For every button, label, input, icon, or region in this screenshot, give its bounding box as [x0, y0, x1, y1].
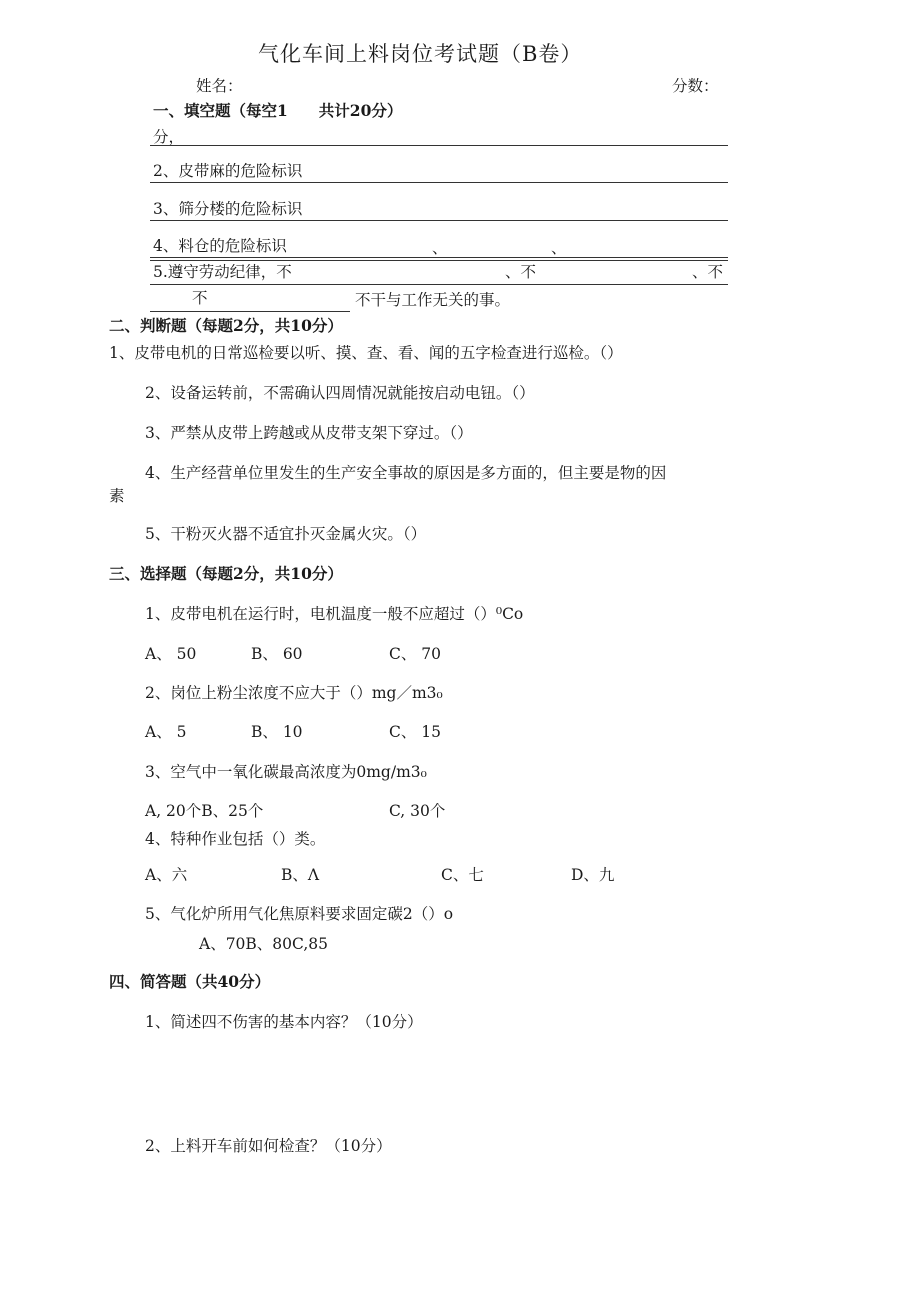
- short-question-1: 1、简述四不伤害的基本内容？（10分）: [145, 1013, 423, 1031]
- choice-option: B、 10: [251, 723, 303, 741]
- fill-question-5-part-e: 不干与工作无关的事。: [355, 291, 511, 309]
- choice-option: B、 60: [251, 645, 303, 663]
- answer-line: [150, 284, 728, 285]
- judge-question-4-continuation: 素: [109, 487, 125, 505]
- short-question-2: 2、上料开车前如何检查？（10分）: [145, 1137, 392, 1155]
- choice-question-3: 3、空气中一氧化碳最高浓度为0mg/m3₀: [145, 763, 427, 781]
- fill-q1-continuation: 分，: [153, 128, 185, 146]
- choice-question-5: 5、气化炉所用气化焦原料要求固定碳2（）o: [145, 905, 454, 923]
- document-title: 气化车间上料岗位考试题（B卷）: [258, 42, 583, 66]
- choice-option: C, 30个: [389, 802, 446, 820]
- choice-option: A、六: [145, 866, 188, 884]
- answer-line: [150, 220, 728, 221]
- fill-question-5-part-d: 不: [192, 289, 208, 307]
- choice-section-heading: 三、选择题（每题2分，共10分）: [109, 564, 343, 583]
- name-label: 姓名：: [196, 77, 243, 95]
- fill-question-5: 5.遵守劳动纪律，不: [153, 263, 292, 281]
- fill-question-2: 2、皮带麻的危险标识: [153, 162, 303, 180]
- fill-question-4: 4、料仓的危险标识: [153, 237, 287, 255]
- answer-line: [150, 260, 728, 261]
- judge-question-1: 1、皮带电机的日常巡检要以听、摸、查、看、闻的五字检查进行巡检。（）: [109, 344, 623, 362]
- answer-line: [150, 311, 350, 312]
- short-section-heading: 四、简答题（共40分）: [109, 972, 271, 991]
- judge-question-5: 5、干粉灭火器不适宜扑灭金属火灾。（）: [145, 525, 427, 543]
- choice-option: C、 70: [389, 645, 442, 663]
- choice-option: C、七: [441, 866, 484, 884]
- judge-question-3: 3、严禁从皮带上跨越或从皮带支架下穿过。（）: [145, 424, 473, 442]
- choice-question-4: 4、特种作业包括（）类。: [145, 830, 326, 848]
- choice-option: B、Λ: [281, 866, 320, 884]
- answer-line: [150, 182, 728, 183]
- choice-options-line: A、70B、80C,85: [199, 935, 328, 953]
- judge-section-heading: 二、判断题（每题2分，共10分）: [109, 316, 343, 335]
- fill-question-5-part-c: 、不: [692, 263, 724, 281]
- blank-separator: 、: [432, 239, 448, 257]
- choice-option: D、九: [571, 866, 615, 884]
- blank-separator: 、: [551, 239, 567, 257]
- fill-question-5-part-b: 、不: [505, 263, 537, 281]
- choice-question-1: 1、皮带电机在运行时，电机温度一般不应超过（）⁰Co: [145, 605, 524, 623]
- choice-option: A、 5: [145, 723, 187, 741]
- judge-question-4: 4、生产经营单位里发生的生产安全事故的原因是多方面的，但主要是物的因: [145, 464, 667, 482]
- choice-option: A, 20个B、25个: [145, 802, 264, 820]
- score-label: 分数：: [672, 77, 719, 95]
- judge-question-2: 2、设备运转前，不需确认四周情况就能按启动电钮。（）: [145, 384, 535, 402]
- answer-line: [150, 145, 728, 146]
- choice-question-2: 2、岗位上粉尘浓度不应大于（）mg／m3₀: [145, 684, 443, 702]
- choice-option: C、 15: [389, 723, 442, 741]
- fill-question-3: 3、筛分楼的危险标识: [153, 200, 303, 218]
- answer-line: [150, 257, 728, 258]
- choice-option: A、 50: [145, 645, 197, 663]
- fill-section-heading: 一、填空题（每空1 共计20分）: [153, 101, 403, 120]
